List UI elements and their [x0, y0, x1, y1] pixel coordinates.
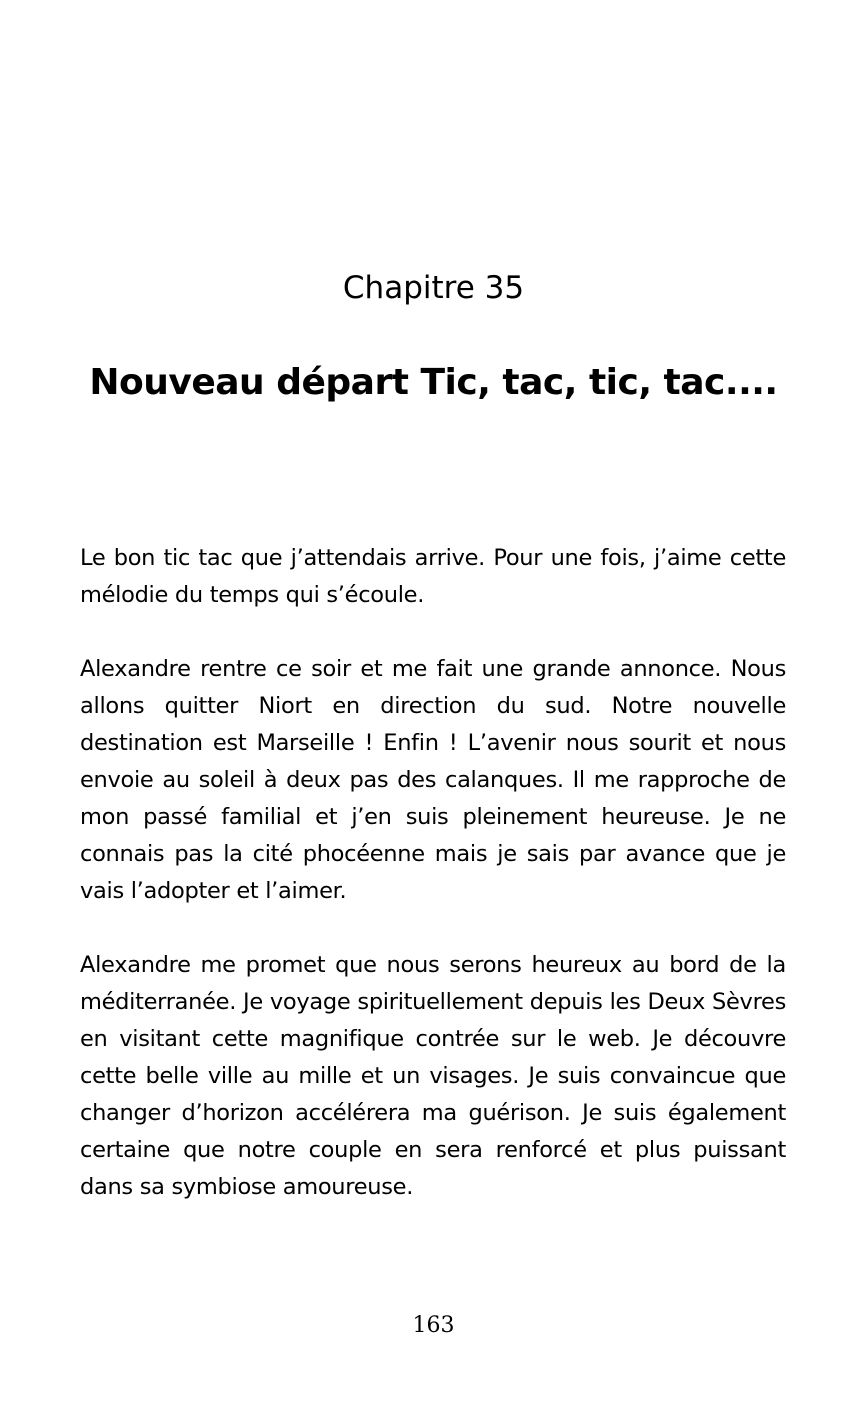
chapter-label: Chapitre 35 [342, 270, 525, 306]
paragraph: Le bon tic tac que j’attendais arrive. Pour une fois, j’aime cette mélodie du temps qui s’écoule. [80, 545, 786, 608]
paragraph: Alexandre rentre ce soir et me fait une grande annonce. Nous allons quitter Niort en direction du sud. Notre nouvelle destination est Marseille ! Enfin ! L’avenir nous sourit et nous envoie au soleil à deux pas des calanques. Il me rapproche de mon passé familial et j’en suis pleinement heureuse. Je ne connais pas la cité phocéenne mais je sais par avance que je vais l’adopter et l’aimer. [80, 656, 786, 904]
page-number: 163 [412, 1313, 455, 1338]
paragraph: Alexandre me promet que nous serons heureux au bord de la méditerranée. Je voyage spirituellement depuis les Deux Sèvres en visitant cette magnifique contrée sur le web. Je découvre cette belle ville au mille et un visages. Je suis convaincue que changer d’horizon accélérera ma guérison. Je suis également certaine que notre couple en sera renforcé et plus puissant dans sa symbiose amoureuse. [80, 952, 786, 1200]
chapter-body [80, 540, 786, 1243]
chapter-title: Nouveau départ Tic, tac, tic, tac.... [89, 362, 778, 403]
